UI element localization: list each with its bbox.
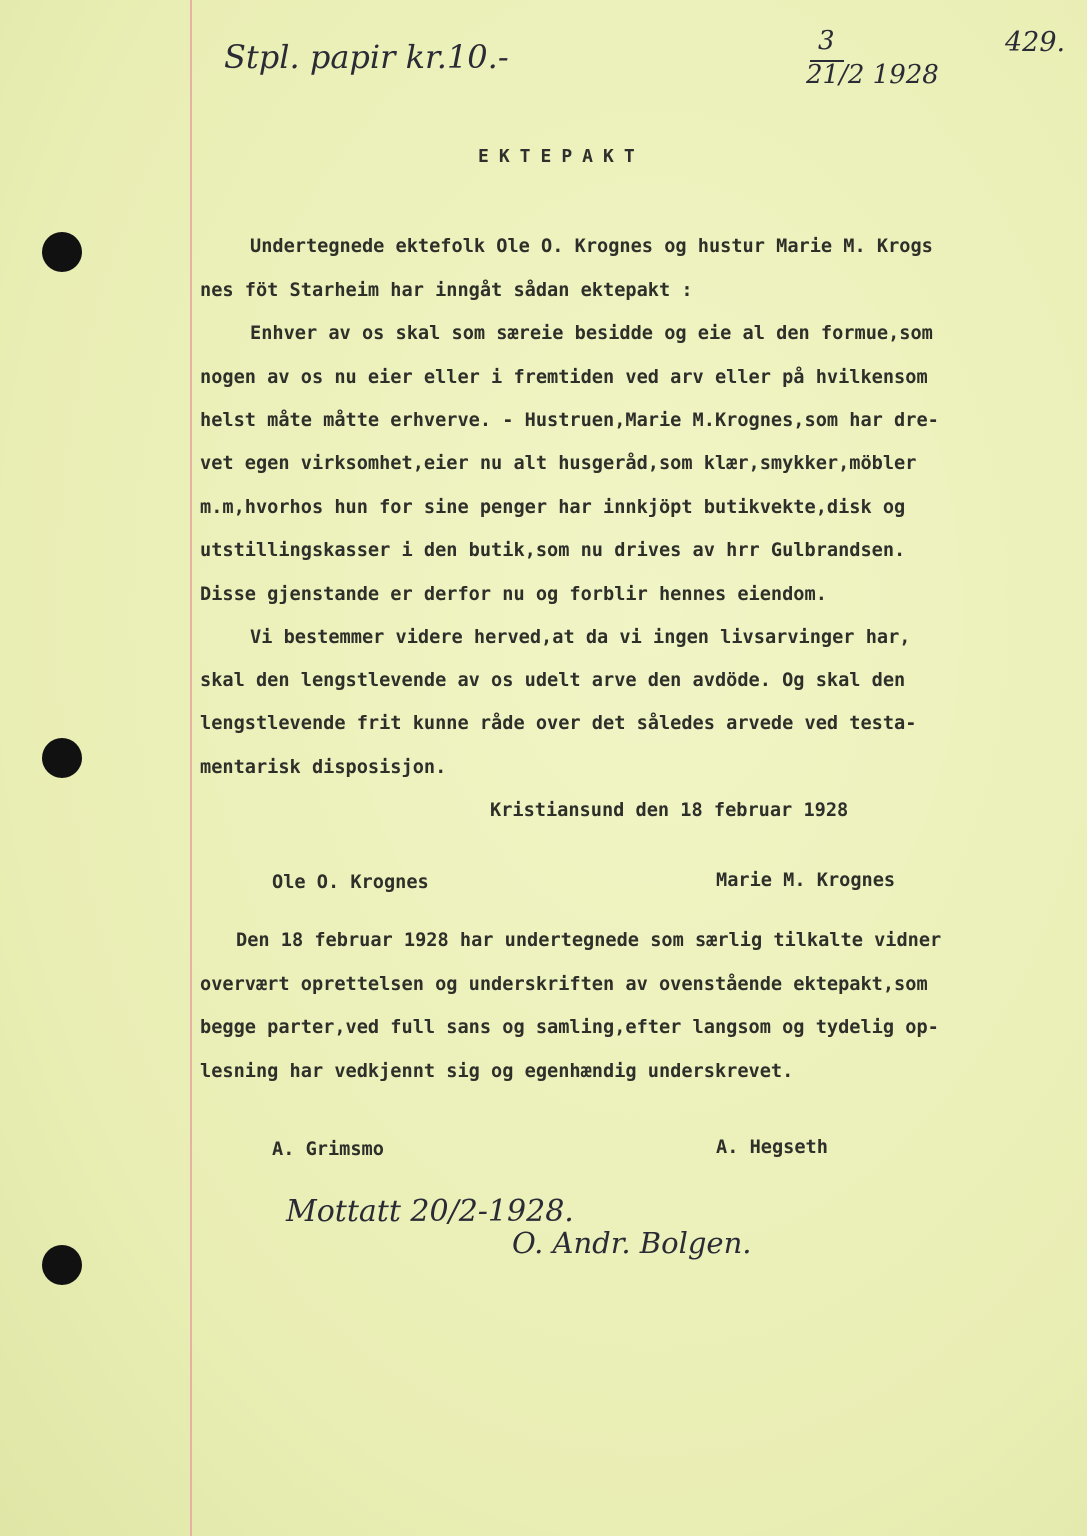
body-line: Enhver av os skal som særeie besidde og eie al den formue,som [250,323,933,344]
punch-hole [42,232,82,272]
body-line: Vi bestemmer videre herved,at da vi ingen livsarvinger har, [250,627,911,648]
signatory-husband: Ole O. Krognes [272,872,429,893]
witness-2: A. Hegseth [716,1137,828,1158]
body-line: helst måte måtte erhverve. - Hustruen,Marie M.Krognes,som har dre- [200,410,939,431]
body-line: vet egen virksomhet,eier nu alt husgeråd,som klær,smykker,möbler [200,453,917,474]
punch-hole [42,1245,82,1285]
signatory-wife: Marie M. Krognes [716,870,896,891]
body-line: mentarisk disposisjon. [200,757,447,778]
document-title: EKTEPAKT [478,146,645,167]
header-date: 21/2 1928 [806,60,939,90]
margin-rule [190,0,192,1536]
body-line: m.m,hvorhos hun for sine penger har innkjöpt butikvekte,disk og [200,497,906,518]
body-line: skal den lengstlevende av os udelt arve den avdöde. Og skal den [200,670,906,691]
stamp-paper-note: Stpl. papir kr.10.- [224,38,509,76]
received-note: Mottatt 20/2-1928. [286,1194,574,1229]
page-number: 429. [1005,27,1066,58]
body-line: utstillingskasser i den butik,som nu drives av hrr Gulbrandsen. [200,540,906,561]
clerk-signature: O. Andr. Bolgen. [512,1226,752,1260]
body-line: lengstlevende frit kunne råde over det således arvede ved testa- [200,713,917,734]
body-line: Disse gjenstande er derfor nu og forblir hennes eiendom. [200,584,827,605]
witness-line: Den 18 februar 1928 har undertegnede som særlig tilkalte vidner [236,930,942,951]
body-line: nes föt Starheim har inngåt sådan ektepakt : [200,280,693,301]
body-line: Undertegnede ektefolk Ole O. Krognes og hustur Marie M. Krogs [250,236,933,257]
header-date-number: 3 [818,26,835,56]
body-line: nogen av os nu eier eller i fremtiden ved arv eller på hvilkensom [200,367,928,388]
witness-line: overvært oprettelsen og underskriften av ovenstående ektepakt,som [200,974,928,995]
punch-hole [42,738,82,778]
witness-line: lesning har vedkjennt sig og egenhændig underskrevet. [200,1061,794,1082]
witness-line: begge parter,ved full sans og samling,efter langsom og tydelig op- [200,1017,939,1038]
place-date: Kristiansund den 18 februar 1928 [490,800,849,821]
witness-1: A. Grimsmo [272,1139,384,1160]
